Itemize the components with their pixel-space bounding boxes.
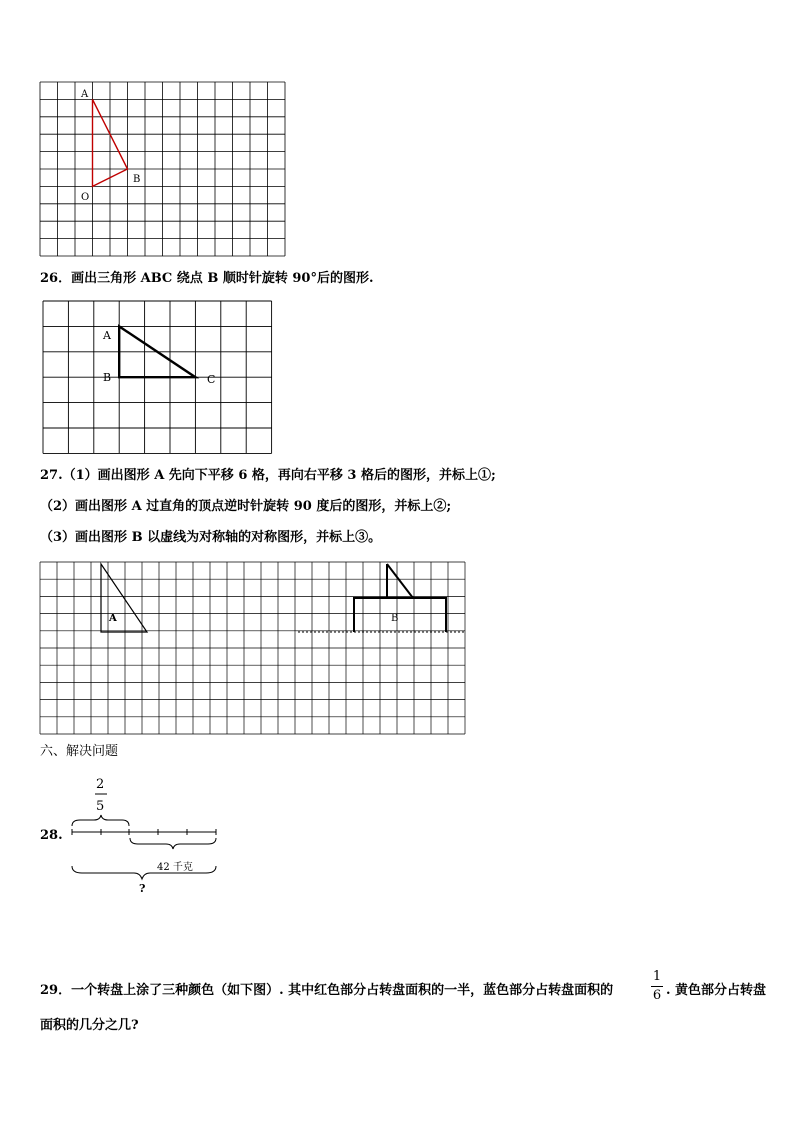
shape-b [354, 598, 446, 632]
q28-bottom-brace [72, 866, 216, 879]
q28-frac-den: 5 [96, 799, 105, 814]
q28-diagram [68, 774, 228, 898]
shape-b-label: B [391, 613, 399, 624]
q27-line1: 27.（1）画出图形 A 先向下平移 6 格，再向右平移 3 格后的图形，并标上①; [40, 468, 496, 483]
q26-label-b: B [103, 371, 112, 384]
q28-label-42: 42 千克 [157, 862, 193, 873]
q26-label-c: C [207, 373, 216, 386]
q26-text: 26．画出三角形 ABC 绕点 B 顺时针旋转 90°后的图形. [40, 271, 374, 286]
figure1-label-a: A [81, 89, 89, 100]
q28-number: 28. [40, 828, 63, 843]
q28-mid-brace [130, 838, 216, 849]
q29-frac-den: 6 [652, 988, 662, 1003]
q28-question-mark: ? [139, 882, 146, 895]
section6-title: 六、解决问题 [40, 744, 119, 759]
shape-b-top [387, 564, 413, 598]
q26-grid [43, 301, 273, 455]
shape-a-label: A [109, 613, 117, 624]
q29-frac-num: 1 [652, 969, 662, 984]
figure1-label-b: B [133, 174, 141, 185]
q29-line2: 面积的几分之几? [40, 1018, 139, 1033]
q29-text-b: . 黄色部分占转盘 [666, 983, 767, 998]
q28-frac-num: 2 [96, 777, 105, 792]
q27-grid [40, 562, 466, 736]
q26-label-a: A [103, 329, 111, 342]
q27-line3: （3）画出图形 B 以虚线为对称轴的对称图形，并标上③。 [40, 530, 382, 545]
q29-text-a: 29．一个转盘上涂了三种颜色（如下图）. 其中红色部分占转盘面积的一半，蓝色部分占转盘面积的 [40, 983, 614, 998]
q27-line2: （2）画出图形 A 过直角的顶点逆时针旋转 90 度后的图形，并标上②; [40, 499, 452, 514]
q28-top-brace [72, 815, 129, 826]
q29-fraction [651, 970, 663, 1003]
figure1-label-o: O [81, 192, 90, 203]
figure1-grid [40, 82, 286, 257]
